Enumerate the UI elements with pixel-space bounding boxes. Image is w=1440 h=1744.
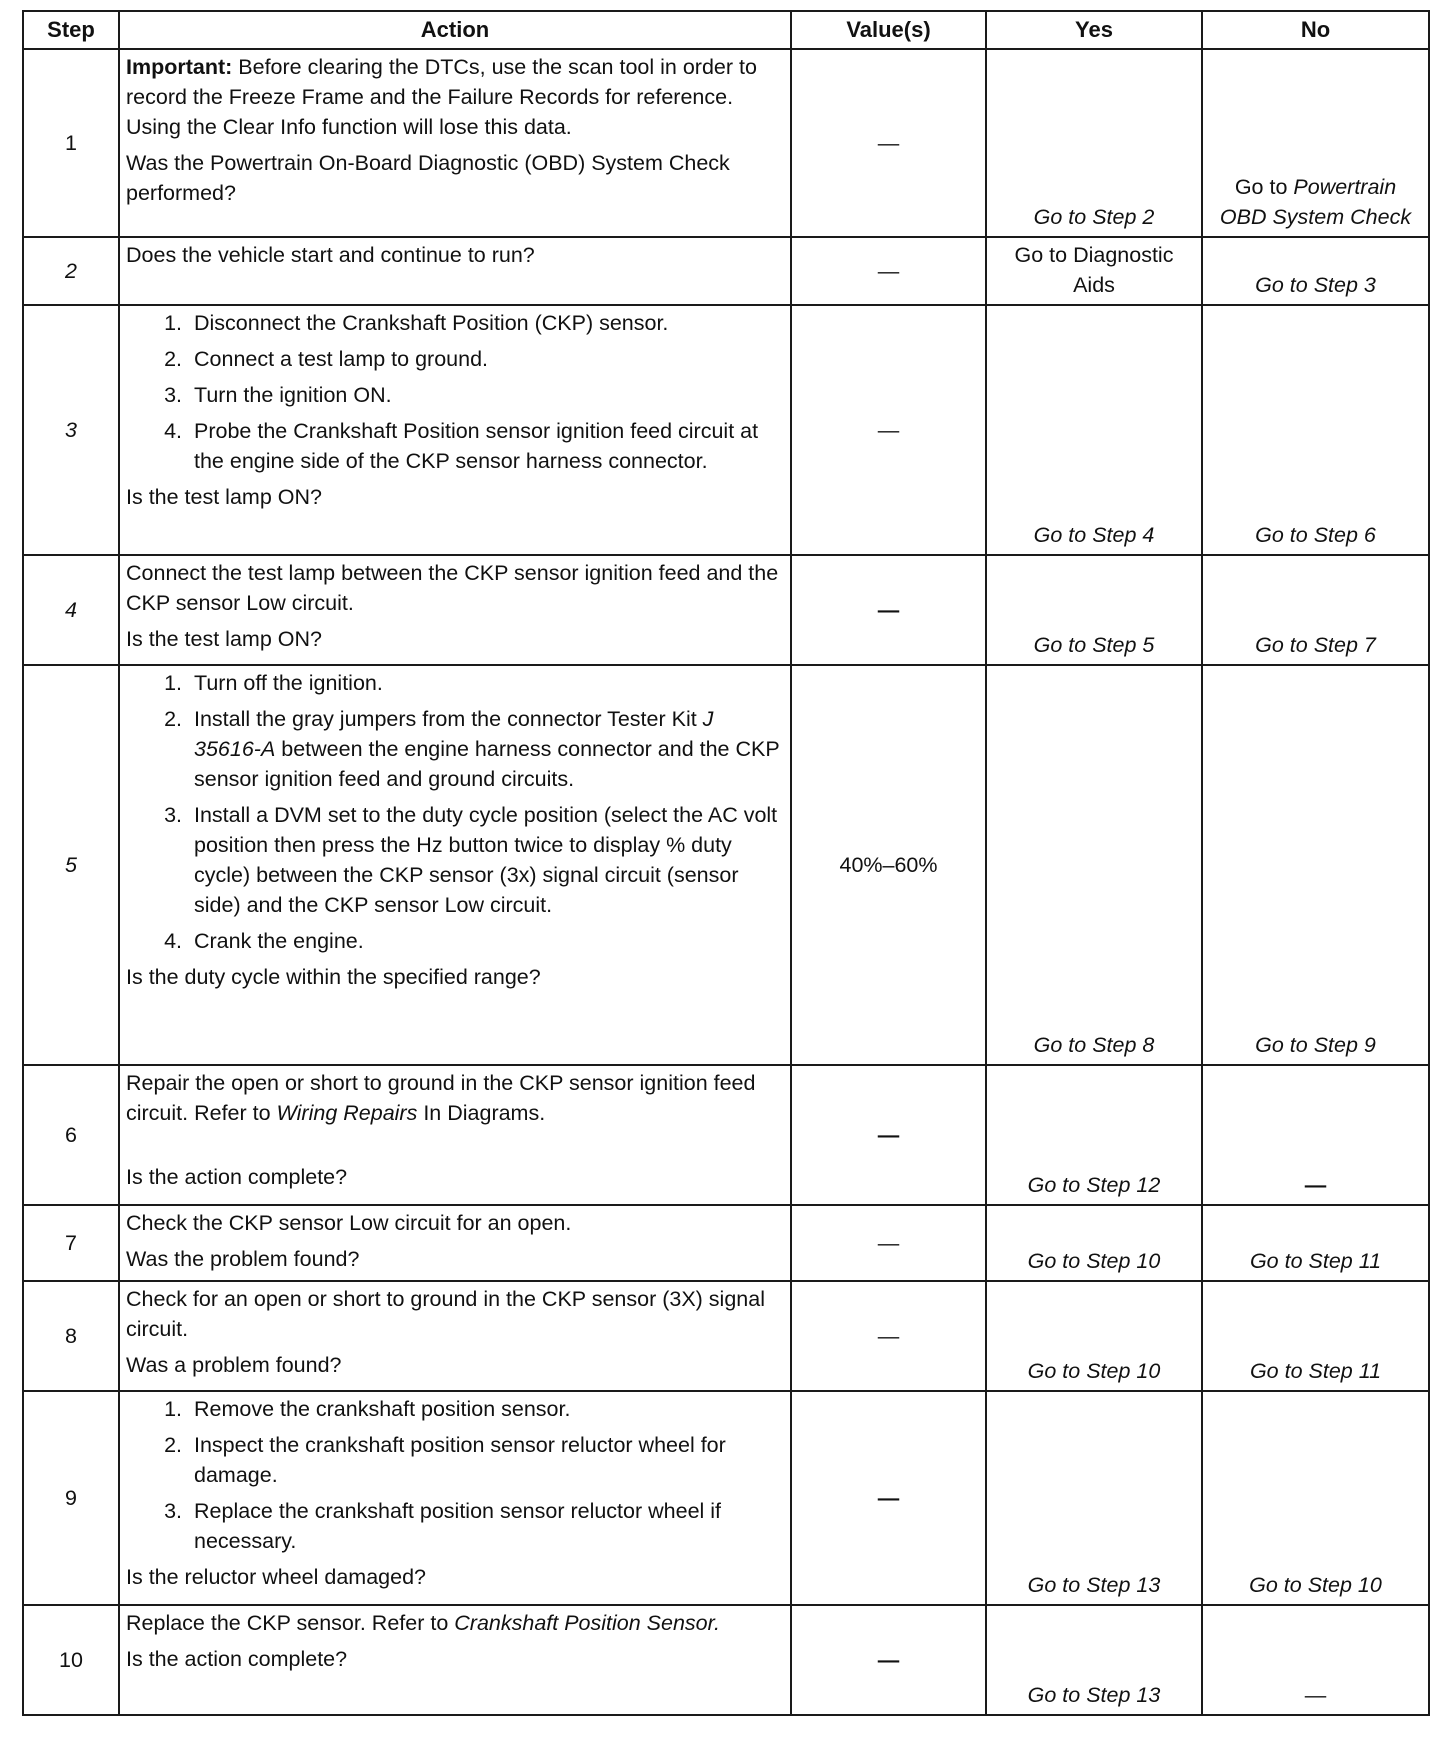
important-note [126,52,784,142]
table-header-row [23,11,1429,49]
action-text [126,1068,784,1128]
step-number: 9 [23,1391,119,1605]
action-cell [119,49,791,237]
value-cell: — [791,1391,986,1605]
yes-cell: Go to Step 8 [986,665,1202,1065]
action-question: Is the test lamp ON? [126,627,322,651]
step-number: 6 [23,1065,119,1205]
step-number: 10 [23,1605,119,1715]
no-cell: Go to Step 3 [1202,237,1429,305]
step-number: 2 [23,237,119,305]
action-text-part: In Diagrams. [417,1101,546,1125]
value-cell: — [791,1205,986,1281]
list-item: 2. Inspect the crankshaft position sensor reluctor wheel for damage. [188,1430,784,1490]
table-row [23,305,1429,555]
value-cell: — [791,1065,986,1205]
reference-link: Crankshaft Position Sensor. [454,1611,720,1635]
tool-number: J 35616-A [194,707,714,761]
action-question: Is the reluctor wheel damaged? [126,1565,426,1589]
item-text: between the engine harness connector and the CKP sensor ignition feed and ground circuits. [194,737,780,791]
action-text [126,1608,784,1638]
action-steps-list [126,1394,784,1556]
yes-cell: Go to Step 13 [986,1391,1202,1605]
list-item: 3. Turn the ignition ON. [188,380,784,410]
list-item: 1. Turn off the ignition. [188,668,784,698]
step-number: 8 [23,1281,119,1391]
reference-link: Wiring Repairs [276,1101,418,1125]
header-yes: Yes [986,11,1202,49]
item-text: Install the gray jumpers from the connector Tester Kit [194,707,703,731]
action-question: Was the Powertrain On-Board Diagnostic (OBD) System Check performed? [126,151,730,205]
table-row [23,1391,1429,1605]
action-cell [119,1065,791,1205]
action-question: Was the problem found? [126,1247,360,1271]
header-value: Value(s) [791,11,986,49]
no-prefix: Go to [1234,175,1294,199]
action-text: Connect the test lamp between the CKP sensor ignition feed and the CKP sensor Low circuit. [126,561,779,615]
yes-cell: Go to Step 13 [986,1605,1202,1715]
yes-cell: Go to Step 10 [986,1205,1202,1281]
list-item: 4. Crank the engine. [188,926,784,956]
step-number: 7 [23,1205,119,1281]
value-cell: — [791,1605,986,1715]
step-number: 5 [23,665,119,1065]
table-row [23,1281,1429,1391]
table-row [23,665,1429,1065]
no-cell: Go to Step 6 [1202,305,1429,555]
table-row [23,555,1429,665]
action-question: Is the action complete? [126,1647,348,1671]
action-text-part: Replace the CKP sensor. Refer to [126,1611,455,1635]
action-question: Was a problem found? [126,1353,342,1377]
step-number: 4 [23,555,119,665]
value-cell: — [791,305,986,555]
action-text: Check for an open or short to ground in the CKP sensor (3X) signal circuit. [126,1287,765,1341]
header-no: No [1202,11,1429,49]
yes-cell: Go to Step 12 [986,1065,1202,1205]
list-item: 2. Connect a test lamp to ground. [188,344,784,374]
action-question: Is the action complete? [126,1165,348,1189]
yes-cell: Go to Step 10 [986,1281,1202,1391]
important-label: Important: [126,55,233,79]
value-cell: — [791,1281,986,1391]
action-cell [119,237,791,305]
diagnostic-table [22,10,1430,1716]
action-steps-list [126,668,784,956]
action-cell [119,305,791,555]
action-steps-list [126,308,784,476]
no-cell: Go to Step 9 [1202,665,1429,1065]
header-action: Action [119,11,791,49]
table-row [23,1205,1429,1281]
table-row [23,1605,1429,1715]
list-item: 1. Remove the crankshaft position sensor. [188,1394,784,1424]
step-number: 3 [23,305,119,555]
no-cell [1202,49,1429,237]
yes-cell: Go to Diagnostic Aids [986,237,1202,305]
list-item: 3. Replace the crankshaft position sensor reluctor wheel if necessary. [188,1496,784,1556]
no-cell: — [1202,1065,1429,1205]
action-text: Check the CKP sensor Low circuit for an open. [126,1211,572,1235]
action-cell [119,665,791,1065]
action-question: Does the vehicle start and continue to run? [126,243,535,267]
action-text-part: Repair the open or short to ground in the CKP sensor ignition feed circuit. Refer to [126,1071,756,1125]
list-item: 4. Probe the Crankshaft Position sensor ignition feed circuit at the engine side of the CKP sensor harness connector. [188,416,784,476]
value-cell: 40%–60% [791,665,986,1065]
value-cell: — [791,555,986,665]
yes-cell: Go to Step 2 [986,49,1202,237]
no-cell: Go to Step 10 [1202,1391,1429,1605]
value-cell: — [791,49,986,237]
list-item: 3. Install a DVM set to the duty cycle position (select the AC volt position then press the Hz button twice to display % duty cycle) between the CKP sensor (3x) signal circuit (sensor side) and the CKP sensor Low circuit. [188,800,784,920]
step-number: 1 [23,49,119,237]
table-row [23,237,1429,305]
value-cell: — [791,237,986,305]
action-cell [119,555,791,665]
no-cell: Go to Step 11 [1202,1205,1429,1281]
important-text: Before clearing the DTCs, use the scan tool in order to record the Freeze Frame and the Failure Records for reference. Using the Clear Info function will lose this data. [126,55,757,139]
no-cell: — [1202,1605,1429,1715]
action-cell [119,1605,791,1715]
no-cell: Go to Step 7 [1202,555,1429,665]
table-row [23,1065,1429,1205]
yes-cell: Go to Step 4 [986,305,1202,555]
action-cell [119,1391,791,1605]
yes-cell: Go to Step 5 [986,555,1202,665]
no-link: Powertrain OBD System Check [1219,175,1412,229]
table-row [23,49,1429,237]
action-cell [119,1281,791,1391]
action-question: Is the test lamp ON? [126,485,322,509]
action-cell [119,1205,791,1281]
list-item: 1. Disconnect the Crankshaft Position (CKP) sensor. [188,308,784,338]
no-cell: Go to Step 11 [1202,1281,1429,1391]
list-item [188,704,784,794]
action-question: Is the duty cycle within the specified range? [126,965,541,989]
header-step: Step [23,11,119,49]
